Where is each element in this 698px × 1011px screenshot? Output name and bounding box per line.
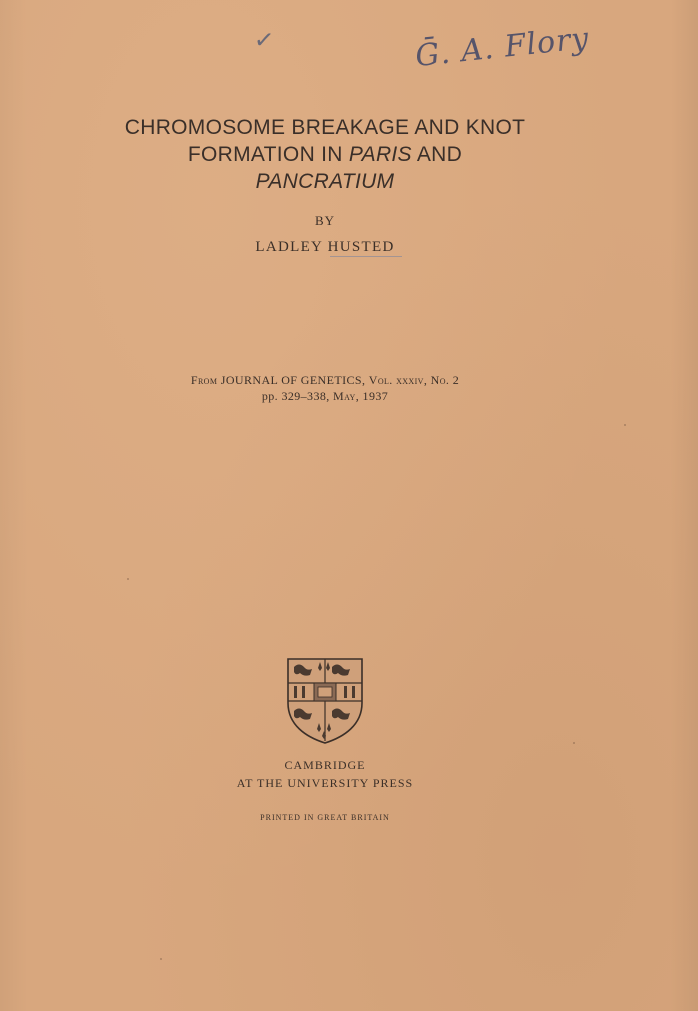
title-line-2 [0,141,650,168]
issue-number: 2 [449,373,460,387]
journal-citation-line-1 [0,373,650,388]
title-line-2-end: AND [411,143,463,166]
author-name: LADLEY HUSTED [255,239,395,255]
title-line-3 [0,168,650,195]
by-label: BY [314,213,336,228]
month: May, [333,389,360,403]
paper-speck [127,578,129,580]
title-genus-paris: PARIS [348,143,412,166]
handwritten-signature: Ḡ. A. Flory [413,20,591,75]
pencil-underline [330,256,402,257]
university-crest-icon [286,657,364,745]
publisher-city: CAMBRIDGE [284,758,366,772]
paper-speck [624,424,626,426]
title-line-2-text: FORMATION IN [187,143,349,166]
check-mark: ✓ [252,25,276,55]
from-label: From [190,373,218,387]
paper-speck [573,742,575,744]
paper-speck [160,958,162,960]
title-line-1: CHROMOSOME BREAKAGE AND KNOT [124,116,526,139]
title-genus-pancratium: PANCRATIUM [255,170,395,193]
year: 1937 [359,389,389,403]
journal-name: JOURNAL OF GENETICS, [217,373,369,387]
page-range: pp. 329–338, [261,389,334,403]
printed-in: PRINTED IN GREAT BRITAIN [260,813,390,822]
journal-citation-line-2 [0,389,650,404]
volume-label: Vol. xxxiv, No. [368,373,450,387]
publisher-name: AT THE UNIVERSITY PRESS [236,776,414,790]
